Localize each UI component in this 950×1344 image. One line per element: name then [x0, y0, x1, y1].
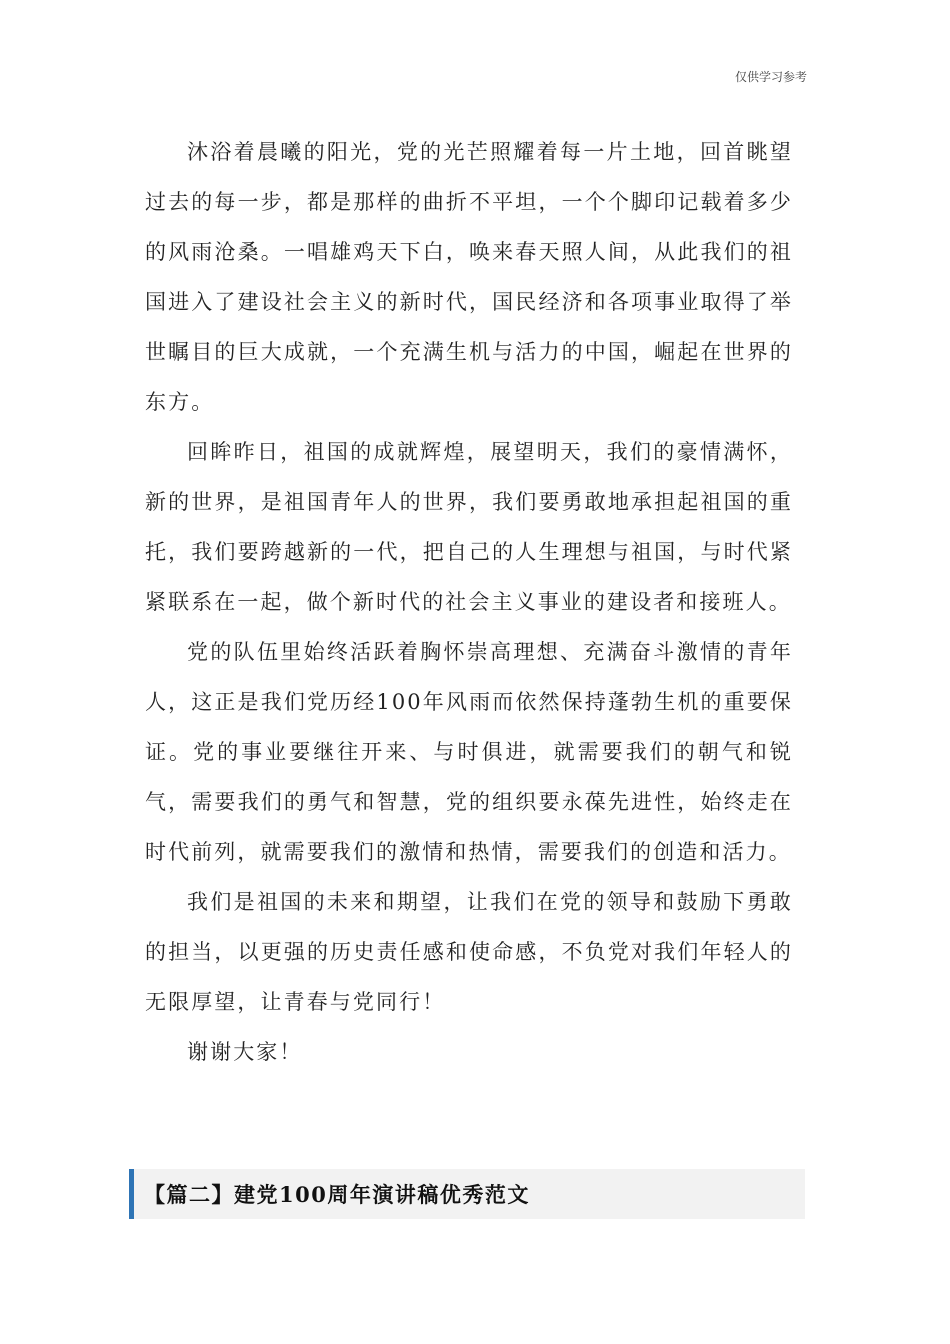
heading-accent-bar [129, 1169, 134, 1219]
section-heading [129, 1169, 805, 1219]
closing-line: 谢谢大家！ [187, 1040, 303, 1064]
paragraph: 党的队伍里始终活跃着胸怀崇高理想、充满奋斗激情的青年人，这正是我们党历经100年风雨而依然保持蓬勃生机的重要保证。党的事业要继往开来、与时俱进，就需要我们的朝气和锐气，需要我们的勇气和智慧，党的组织要永葆先进性，始终走在时代前列，就需要我们的激情和热情，需要我们的创造和活力。 [145, 640, 793, 864]
section-title: 【篇二】建党100周年演讲稿优秀范文 [144, 1182, 530, 1207]
paragraph: 回眸昨日，祖国的成就辉煌，展望明天，我们的豪情满怀，新的世界，是祖国青年人的世界，我们要勇敢地承担起祖国的重托，我们要跨越新的一代，把自己的人生理想与祖国，与时代紧紧联系在一起，做个新时代的社会主义事业的建设者和接班人。 [145, 440, 793, 614]
paragraph: 沐浴着晨曦的阳光，党的光芒照耀着每一片土地，回首眺望过去的每一步，都是那样的曲折不平坦，一个个脚印记载着多少的风雨沧桑。一唱雄鸡天下白，唤来春天照人间，从此我们的祖国进入了建设社会主义的新时代，国民经济和各项事业取得了举世瞩目的巨大成就，一个充满生机与活力的中国，崛起在世界的东方。 [145, 140, 793, 414]
document-body [145, 127, 793, 1077]
header-note: 仅供学习参考 [734, 70, 807, 84]
paragraph: 我们是祖国的未来和期望，让我们在党的领导和鼓励下勇敢的担当，以更强的历史责任感和使命感，不负党对我们年轻人的无限厚望，让青春与党同行！ [145, 890, 793, 1014]
